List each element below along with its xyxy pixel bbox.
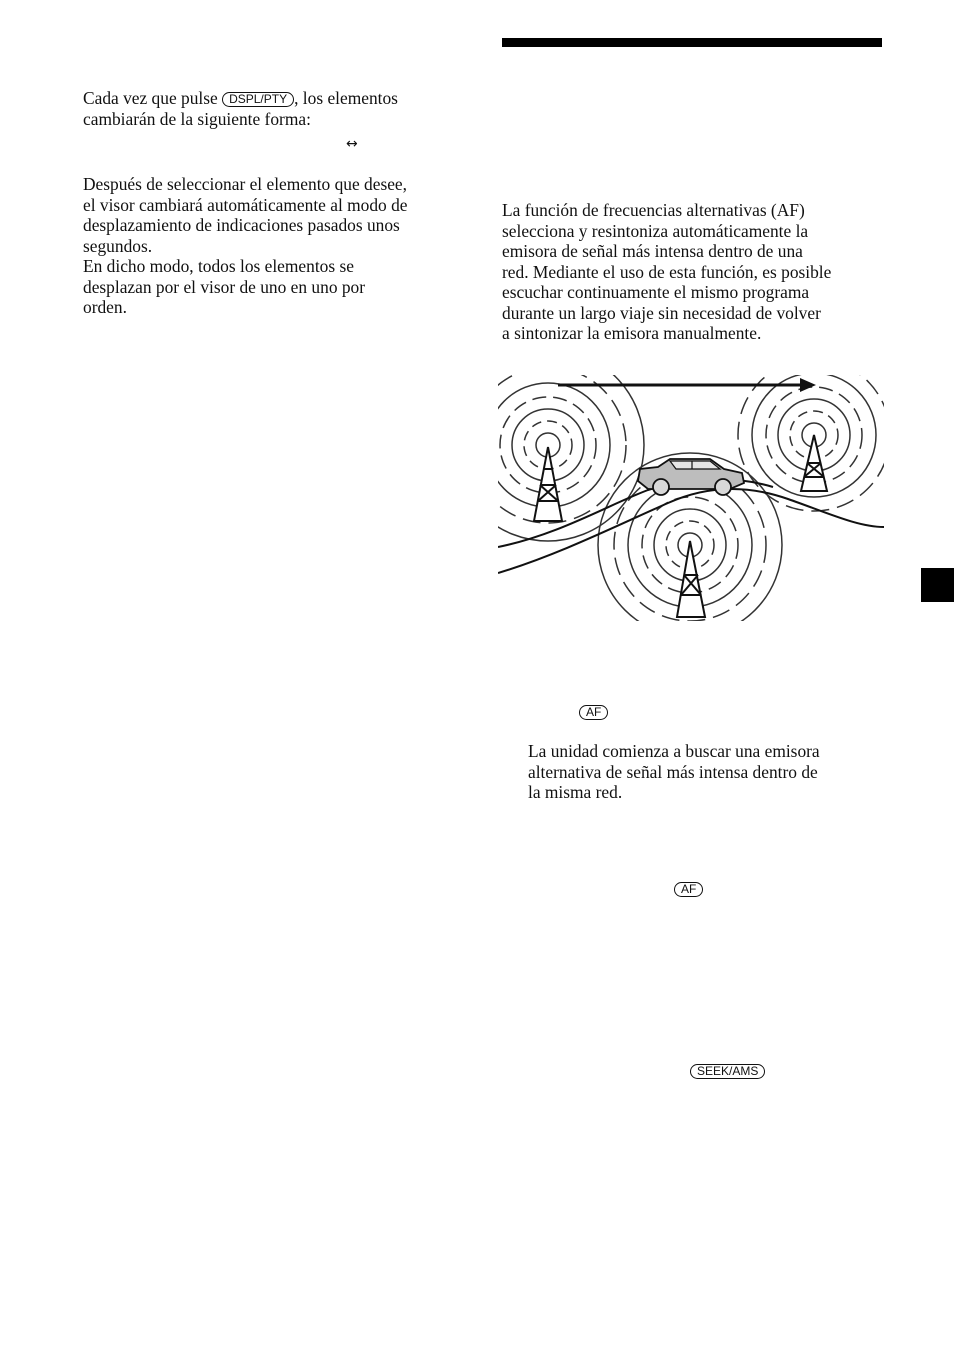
intro-line: La función de frecuencias alternativas (AF) [502, 200, 805, 220]
section-rule [502, 38, 882, 47]
af-intro-paragraph [502, 200, 831, 344]
dspl-pty-button[interactable]: DSPL/PTY [222, 92, 294, 107]
direction-arrow-icon [558, 378, 816, 392]
page-edge-tab [921, 568, 954, 602]
para2-line: Después de seleccionar el elemento que desee, [83, 174, 407, 194]
para1-line2: cambiarán de la siguiente forma: [83, 108, 311, 129]
intro-line: emisora de señal más intensa dentro de una [502, 241, 803, 261]
para2-line: En dicho modo, todos los elementos se [83, 256, 354, 276]
para2-line: desplazan por el visor de uno en uno por [83, 276, 366, 297]
left-right-arrow-icon: ↔ [346, 136, 358, 152]
para2-line: desplazamiento de indicaciones pasados unos [83, 215, 400, 235]
car-icon [638, 459, 744, 495]
left-tower-waves [498, 375, 644, 541]
af-button-cancel-step [674, 879, 703, 898]
af-button-step [579, 702, 608, 721]
step-line: La unidad comienza a buscar una emisora [528, 741, 820, 761]
intro-line: red. Mediante el uso de esta función, es posible [502, 261, 832, 282]
intro-line: selecciona y resintoniza automáticamente la [502, 220, 809, 241]
af-network-illustration [498, 375, 884, 621]
scroll-mode-paragraph [83, 174, 408, 318]
seek-ams-step [690, 1061, 765, 1080]
para2-line: el visor cambiará automáticamente al modo de [83, 194, 408, 215]
para1-suffix: , los elementos [294, 88, 398, 108]
af-button[interactable]: AF [579, 705, 608, 720]
intro-line: durante un largo viaje sin necesidad de volver [502, 302, 821, 323]
para2-line: segundos. [83, 235, 153, 256]
para2-line: orden. [83, 297, 127, 317]
intro-line: a sintonizar la emisora manualmente. [502, 323, 762, 343]
seek-ams-button[interactable]: SEEK/AMS [690, 1064, 765, 1079]
intro-line: escuchar continuamente el mismo programa [502, 282, 810, 302]
step-line: la misma red. [528, 782, 623, 802]
display-cycle-paragraph [83, 88, 398, 129]
radio-tower-icon [534, 447, 562, 521]
af-button[interactable]: AF [674, 882, 703, 897]
para1-prefix: Cada vez que pulse [83, 88, 223, 108]
af-step-description [528, 741, 820, 803]
step-line: alternativa de señal más intensa dentro de [528, 761, 818, 782]
